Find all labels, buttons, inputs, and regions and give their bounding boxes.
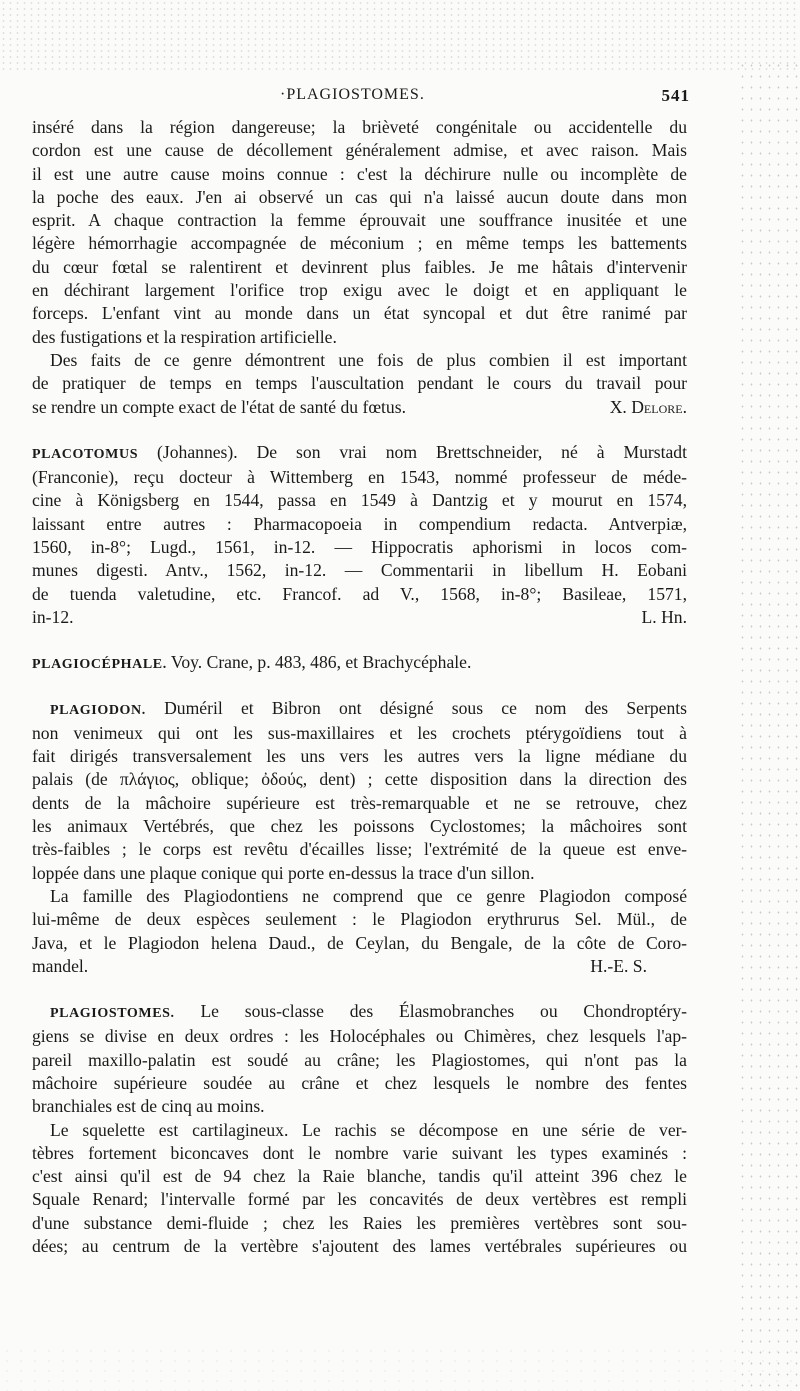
text-line: en déchirant largement l'orifice trop exigu avec le doigt et en appliquant le (32, 280, 687, 301)
text-line: esprit. A chaque contraction la femme éprouvait une souffrance inusitée et une (32, 210, 687, 231)
entry-first-line (32, 441, 687, 466)
running-header (280, 86, 690, 110)
text-line: les animaux Vertébrés, que chez les poissons Cyclostomes; la mâchoires sont (32, 816, 687, 837)
text-line: il est une autre cause moins connue : c'est la déchirure nulle ou incomplète de (32, 163, 687, 184)
text-line: Le sous-classe des Élasmobranches ou Chondroptéry- (200, 1001, 687, 1022)
entry-headword: PLAGIOSTOMES. (50, 1006, 175, 1022)
text-line: la poche des eaux. J'en ai observé un cas qui n'a laissé aucun doute dans mon (32, 186, 687, 207)
scan-noise-bottom (0, 1346, 800, 1391)
entry-headword: PLACOTOMUS (32, 446, 139, 462)
text-line: mandel. (32, 955, 89, 976)
author-signature: L. Hn. (641, 606, 687, 627)
text-line: in-12. (32, 606, 74, 627)
text-line: Des faits de ce genre démontrent une fois de plus combien il est important (50, 349, 687, 370)
text-line: c'est ainsi qu'il est de 94 chez la Raie blanche, tandis qu'il atteint 396 chez le (32, 1166, 687, 1187)
author-signature: H.-E. S. (590, 955, 647, 976)
text-line: inséré dans la région dangereuse; la brièveté congénitale ou accidentelle du (32, 117, 687, 137)
text-line: branchiales est de cinq au moins. (32, 1096, 265, 1117)
text-line: non venimeux qui ont les sus-maxillaires et les crochets ptérygoïdiens tout à (32, 722, 687, 743)
entry-first-line (32, 697, 687, 722)
text-line-with-signature (32, 606, 687, 629)
article-plagiodon (32, 697, 687, 979)
text-line: pareil maxillo-palatin est soudé au crâne; les Plagiostomes, qui n'ont pas la (32, 1049, 687, 1070)
text-line: (Franconie), reçu docteur à Wittemberg en 1543, nommé professeur de méde- (32, 467, 687, 488)
text-line: de pratiquer de temps en temps l'auscultation pendant le cours du travail pour (32, 373, 687, 394)
text-line: légère hémorrhagie accompagnée de méconium ; en même temps les battements (32, 233, 687, 254)
entry-headword: PLAGIOCÉPHALE. (32, 657, 167, 673)
text-line: munes digesti. Antv., 1562, in-12. — Commentarii in libellum H. Eobani (32, 560, 687, 581)
text-line: laissant entre autres : Pharmacopoeia in compendium redacta. Antverpiæ, (32, 513, 687, 534)
text-line: dents de la mâchoire supérieure est très-remarquable et ne se retrouve, chez (32, 792, 687, 813)
text-line: Squale Renard; l'intervalle formé par les concavités de deux vertèbres est rempli (32, 1189, 687, 1210)
text-line: Le squelette est cartilagineux. Le rachis se décompose en une série de ver- (50, 1119, 687, 1140)
cross-reference[interactable]: Voy. Crane, p. 483, 486, et Brachycéphale. (170, 652, 472, 673)
text-line-with-signature (32, 955, 687, 978)
text-line: du cœur fœtal se ralentirent et devinrent plus faibles. Je me hâtais d'intervenir (32, 256, 687, 277)
page-number: 541 (661, 86, 690, 105)
text-line: de tuenda valetudine, etc. Francof. ad V., 1568, in-8°; Basileae, 1571, (32, 583, 687, 604)
article-placotomus (32, 441, 687, 629)
text-line: très-faibles ; le corps est revêtu d'écailles lisse; l'extrémité de la queue est enve- (32, 839, 687, 860)
text-line: d'une substance demi-fluide ; chez les Raies les premières vertèbres sont sou- (32, 1212, 687, 1233)
text-line: 1560, in-8°; Lugd., 1561, in-12. — Hippocratis aphorismi in locos com- (32, 537, 687, 558)
text-line: se rendre un compte exact de l'état de santé du fœtus. (32, 396, 406, 417)
text-line: Java, et le Plagiodon helena Daud., de Ceylan, du Bengale, de la côte de Coro- (32, 932, 687, 953)
scan-noise-right-margin (738, 60, 800, 1391)
article-plagiocephale (32, 651, 687, 676)
text-line: La famille des Plagiodontiens ne comprend que ce genre Plagiodon composé (50, 885, 687, 906)
entry-first-line (32, 651, 687, 676)
text-line: Duméril et Bibron ont désigné sous ce nom des Serpents (164, 697, 687, 718)
text-line: forceps. L'enfant vint au monde dans un état syncopal et dut être ranimé par (32, 303, 687, 324)
article-plagiostomes (32, 1000, 687, 1258)
entry-headword: PLAGIODON. (50, 702, 146, 718)
text-line: mâchoire supérieure soudée au crâne et chez lesquels le nombre des fentes (32, 1072, 687, 1093)
text-line: tèbres fortement biconcaves dont le nombre varie suivant les types examinés : (32, 1142, 687, 1163)
author-signature: X. Delore. (609, 396, 687, 417)
text-line: des fustigations et la respiration artificielle. (32, 326, 337, 347)
page-body (32, 116, 687, 1258)
entry-first-line (32, 1000, 687, 1025)
text-line: giens se divise en deux ordres : les Holocéphales ou Chimères, chez lesquels l'ap- (32, 1026, 687, 1047)
scan-noise-top (0, 0, 800, 70)
text-line: fait dirigés transversalement les uns vers les autres vers la ligne médiane du (32, 746, 687, 767)
text-line: (Johannes). De son vrai nom Brettschneider, né à Murstadt (157, 441, 687, 462)
text-line: cordon est une cause de décollement généralement admise, et avec raison. Mais (32, 140, 687, 161)
text-line: lui-même de deux espèces seulement : le Plagiodon erythrurus Sel. Mül., de (32, 909, 687, 930)
text-line: dées; au centrum de la vertèbre s'ajoutent des lames vertébrales supérieures ou (32, 1236, 687, 1257)
article-continuation (32, 116, 687, 419)
running-title: ·PLAGIOSTOMES. (280, 86, 425, 103)
text-line-with-signature (32, 396, 687, 419)
text-line: cine à Königsberg en 1544, passa en 1549 à Dantzig et y mourut en 1574, (32, 490, 687, 511)
text-line: palais (de πλάγιος, oblique; ὀδούς, dent) ; cette disposition dans la direction des (32, 769, 687, 790)
text-line: loppée dans une plaque conique qui porte en-dessus la trace d'un sillon. (32, 862, 535, 883)
